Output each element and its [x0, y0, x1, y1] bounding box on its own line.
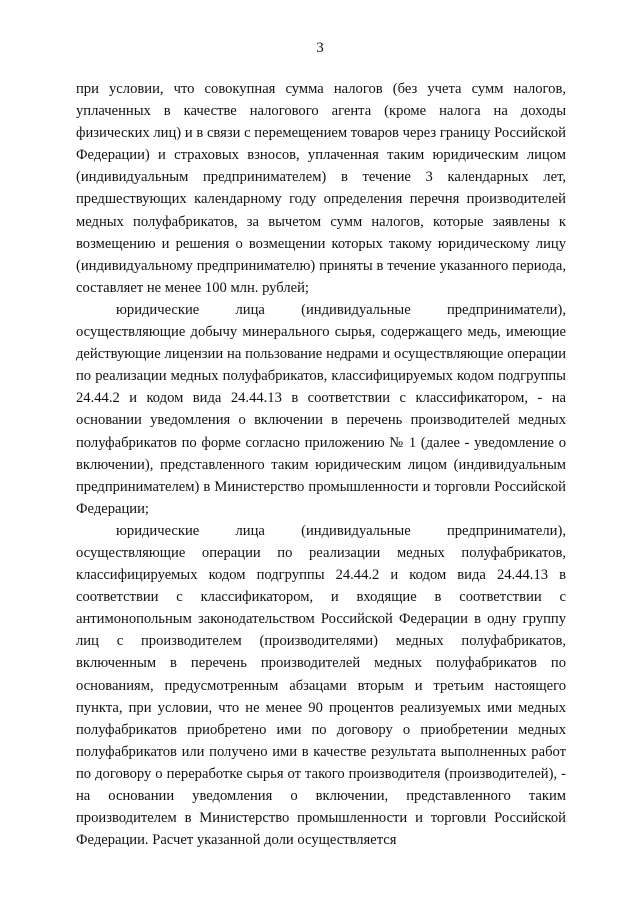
page-number: 3 — [316, 40, 324, 56]
paragraph-conditions: при условии, что совокупная сумма налогов (без учета сумм налогов, уплаченных в качестве налогового агента (кроме налога на доходы физических лиц) и в связи с перемещением товаров через границу Российской Федерации) и страховых взносов, уплаченная таким юридическим лицом (индивидуальным предпринимателем) в течение 3 календарных лет, предшествующих календарному году определения перечня производителей медных полуфабрикатов, за вычетом сумм налогов, которые заявлены к возмещению и решения о возмещении которых такому юридическому лицу (индивидуальному предпринимателю) приняты в течение указанного периода, составляет не менее 100 млн. рублей; — [76, 81, 566, 296]
document-body — [76, 78, 566, 851]
paragraph-group-entities: юридические лица (индивидуальные предприниматели), осуществляющие операции по реализации медных полуфабрикатов, классифицируемых кодом подгруппы 24.44.2 и кодом вида 24.44.13 в соответствии с классификатором, и входящие в соответствии с антимонопольным законодательством Российской Федерации в одну группу лиц с производителем (производителями) медных полуфабрикатов, включенным в перечень производителей медных полуфабрикатов по основаниям, предусмотренным абзацами вторым и третьим настоящего пункта, при условии, что не менее 90 процентов реализуемых ими медных полуфабрикатов приобретено ими по договору о приобретении медных полуфабрикатов или получено ими в качестве результата выполненных работ по договору о переработке сырья от такого производителя (производителей), - на основании уведомления о включении, представленного таким производителем в Министерство промышленности и торговли Российской Федерации. Расчет указанной доли осуществляется — [76, 522, 566, 849]
paragraph-mining-entities: юридические лица (индивидуальные предприниматели), осуществляющие добычу минерального сырья, содержащего медь, имеющие действующие лицензии на пользование недрами и осуществляющие операции по реализации медных полуфабрикатов, классифицируемых кодом подгруппы 24.44.2 и кодом вида 24.44.13 в соответствии с классификатором, - на основании уведомления о включении в перечень производителей медных полуфабрикатов по форме согласно приложению № 1 (далее - уведомление о включении), представленного таким юридическим лицом (индивидуальным предпринимателем) в Министерство промышленности и торговли Российской Федерации; — [76, 301, 566, 517]
